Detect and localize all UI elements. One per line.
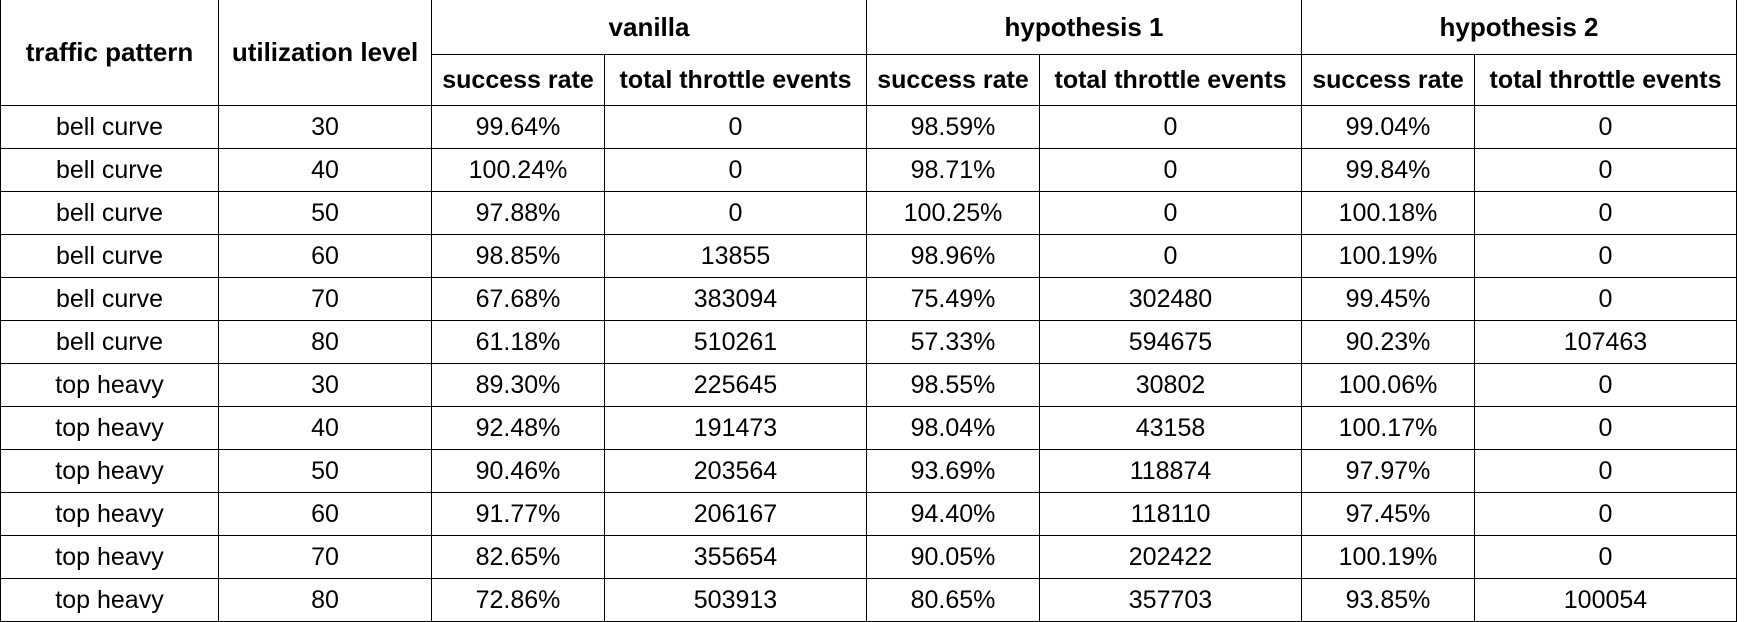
cell-vanilla-success-rate: 90.46% — [432, 450, 605, 493]
cell-hyp2-success-rate: 97.97% — [1302, 450, 1475, 493]
cell-hyp1-success-rate: 90.05% — [867, 536, 1040, 579]
cell-traffic-pattern: bell curve — [1, 106, 219, 149]
cell-vanilla-success-rate: 91.77% — [432, 493, 605, 536]
cell-utilization-level: 50 — [219, 450, 432, 493]
cell-vanilla-success-rate: 97.88% — [432, 192, 605, 235]
cell-utilization-level: 60 — [219, 235, 432, 278]
cell-hyp1-throttle-events: 118110 — [1040, 493, 1302, 536]
cell-hyp1-success-rate: 98.04% — [867, 407, 1040, 450]
column-header-traffic-pattern: traffic pattern — [1, 0, 219, 106]
cell-vanilla-throttle-events: 0 — [605, 106, 867, 149]
table-row — [1, 235, 1737, 278]
cell-vanilla-throttle-events: 510261 — [605, 321, 867, 364]
cell-traffic-pattern: top heavy — [1, 450, 219, 493]
cell-vanilla-success-rate: 92.48% — [432, 407, 605, 450]
cell-vanilla-success-rate: 100.24% — [432, 149, 605, 192]
cell-traffic-pattern: bell curve — [1, 321, 219, 364]
cell-hyp1-success-rate: 57.33% — [867, 321, 1040, 364]
cell-hyp1-success-rate: 98.59% — [867, 106, 1040, 149]
cell-hyp1-throttle-events: 302480 — [1040, 278, 1302, 321]
cell-vanilla-success-rate: 72.86% — [432, 579, 605, 622]
cell-vanilla-throttle-events: 355654 — [605, 536, 867, 579]
cell-hyp1-throttle-events: 0 — [1040, 149, 1302, 192]
cell-traffic-pattern: top heavy — [1, 407, 219, 450]
cell-hyp2-success-rate: 97.45% — [1302, 493, 1475, 536]
cell-hyp2-throttle-events: 0 — [1475, 407, 1737, 450]
cell-hyp1-throttle-events: 118874 — [1040, 450, 1302, 493]
cell-hyp2-success-rate: 99.04% — [1302, 106, 1475, 149]
cell-utilization-level: 30 — [219, 364, 432, 407]
cell-utilization-level: 40 — [219, 149, 432, 192]
cell-traffic-pattern: top heavy — [1, 579, 219, 622]
cell-vanilla-success-rate: 99.64% — [432, 106, 605, 149]
column-header-hyp1-total-throttle-events: total throttle events — [1040, 55, 1302, 106]
cell-vanilla-throttle-events: 191473 — [605, 407, 867, 450]
cell-traffic-pattern: top heavy — [1, 536, 219, 579]
cell-hyp2-throttle-events: 0 — [1475, 192, 1737, 235]
table-row — [1, 278, 1737, 321]
cell-vanilla-throttle-events: 225645 — [605, 364, 867, 407]
column-header-vanilla-success-rate: success rate — [432, 55, 605, 106]
cell-utilization-level: 60 — [219, 493, 432, 536]
cell-traffic-pattern: top heavy — [1, 364, 219, 407]
cell-hyp1-success-rate: 100.25% — [867, 192, 1040, 235]
cell-utilization-level: 30 — [219, 106, 432, 149]
cell-hyp1-success-rate: 94.40% — [867, 493, 1040, 536]
cell-vanilla-success-rate: 61.18% — [432, 321, 605, 364]
table-row — [1, 407, 1737, 450]
cell-hyp2-success-rate: 100.17% — [1302, 407, 1475, 450]
table-header — [1, 0, 1737, 106]
group-header-hypothesis-2: hypothesis 2 — [1302, 0, 1737, 55]
cell-hyp2-throttle-events: 0 — [1475, 106, 1737, 149]
cell-hyp2-throttle-events: 0 — [1475, 235, 1737, 278]
table-row — [1, 364, 1737, 407]
cell-utilization-level: 70 — [219, 536, 432, 579]
cell-hyp2-success-rate: 90.23% — [1302, 321, 1475, 364]
cell-hyp2-success-rate: 99.84% — [1302, 149, 1475, 192]
cell-traffic-pattern: bell curve — [1, 192, 219, 235]
cell-utilization-level: 70 — [219, 278, 432, 321]
cell-hyp1-success-rate: 98.55% — [867, 364, 1040, 407]
cell-hyp2-throttle-events: 107463 — [1475, 321, 1737, 364]
cell-hyp1-success-rate: 80.65% — [867, 579, 1040, 622]
cell-hyp1-success-rate: 93.69% — [867, 450, 1040, 493]
table-row — [1, 321, 1737, 364]
cell-hyp1-throttle-events: 202422 — [1040, 536, 1302, 579]
table-row — [1, 149, 1737, 192]
column-header-vanilla-total-throttle-events: total throttle events — [605, 55, 867, 106]
cell-hyp1-throttle-events: 594675 — [1040, 321, 1302, 364]
cell-hyp2-throttle-events: 0 — [1475, 536, 1737, 579]
group-header-vanilla: vanilla — [432, 0, 867, 55]
cell-hyp1-success-rate: 75.49% — [867, 278, 1040, 321]
table-row — [1, 579, 1737, 622]
cell-vanilla-success-rate: 89.30% — [432, 364, 605, 407]
table-row — [1, 450, 1737, 493]
cell-traffic-pattern: bell curve — [1, 278, 219, 321]
group-header-hypothesis-1: hypothesis 1 — [867, 0, 1302, 55]
cell-hyp1-throttle-events: 357703 — [1040, 579, 1302, 622]
cell-utilization-level: 40 — [219, 407, 432, 450]
cell-hyp1-throttle-events: 43158 — [1040, 407, 1302, 450]
cell-hyp1-success-rate: 98.71% — [867, 149, 1040, 192]
cell-traffic-pattern: bell curve — [1, 149, 219, 192]
cell-vanilla-success-rate: 98.85% — [432, 235, 605, 278]
cell-hyp2-success-rate: 100.18% — [1302, 192, 1475, 235]
cell-hyp1-throttle-events: 0 — [1040, 106, 1302, 149]
cell-hyp1-throttle-events: 0 — [1040, 235, 1302, 278]
cell-hyp1-success-rate: 98.96% — [867, 235, 1040, 278]
cell-hyp1-throttle-events: 30802 — [1040, 364, 1302, 407]
cell-vanilla-success-rate: 82.65% — [432, 536, 605, 579]
cell-hyp2-throttle-events: 0 — [1475, 364, 1737, 407]
cell-hyp2-throttle-events: 0 — [1475, 450, 1737, 493]
cell-vanilla-throttle-events: 13855 — [605, 235, 867, 278]
column-header-hyp2-success-rate: success rate — [1302, 55, 1475, 106]
cell-vanilla-throttle-events: 383094 — [605, 278, 867, 321]
cell-hyp2-success-rate: 100.19% — [1302, 235, 1475, 278]
cell-vanilla-throttle-events: 503913 — [605, 579, 867, 622]
cell-hyp2-throttle-events: 0 — [1475, 149, 1737, 192]
table-row — [1, 106, 1737, 149]
cell-vanilla-throttle-events: 203564 — [605, 450, 867, 493]
column-header-hyp2-total-throttle-events: total throttle events — [1475, 55, 1737, 106]
cell-traffic-pattern: bell curve — [1, 235, 219, 278]
cell-hyp1-throttle-events: 0 — [1040, 192, 1302, 235]
cell-vanilla-throttle-events: 0 — [605, 192, 867, 235]
column-header-utilization-level: utilization level — [219, 0, 432, 106]
cell-hyp2-throttle-events: 0 — [1475, 278, 1737, 321]
cell-hyp2-throttle-events: 100054 — [1475, 579, 1737, 622]
table-row — [1, 536, 1737, 579]
cell-utilization-level: 80 — [219, 579, 432, 622]
cell-hyp2-success-rate: 100.19% — [1302, 536, 1475, 579]
table-row — [1, 192, 1737, 235]
cell-traffic-pattern: top heavy — [1, 493, 219, 536]
header-row-groups — [1, 0, 1737, 55]
cell-vanilla-success-rate: 67.68% — [432, 278, 605, 321]
cell-utilization-level: 80 — [219, 321, 432, 364]
column-header-hyp1-success-rate: success rate — [867, 55, 1040, 106]
cell-utilization-level: 50 — [219, 192, 432, 235]
cell-vanilla-throttle-events: 0 — [605, 149, 867, 192]
cell-hyp2-success-rate: 99.45% — [1302, 278, 1475, 321]
table-body — [1, 106, 1737, 622]
table-row — [1, 493, 1737, 536]
cell-vanilla-throttle-events: 206167 — [605, 493, 867, 536]
cell-hyp2-success-rate: 93.85% — [1302, 579, 1475, 622]
cell-hyp2-success-rate: 100.06% — [1302, 364, 1475, 407]
cell-hyp2-throttle-events: 0 — [1475, 493, 1737, 536]
